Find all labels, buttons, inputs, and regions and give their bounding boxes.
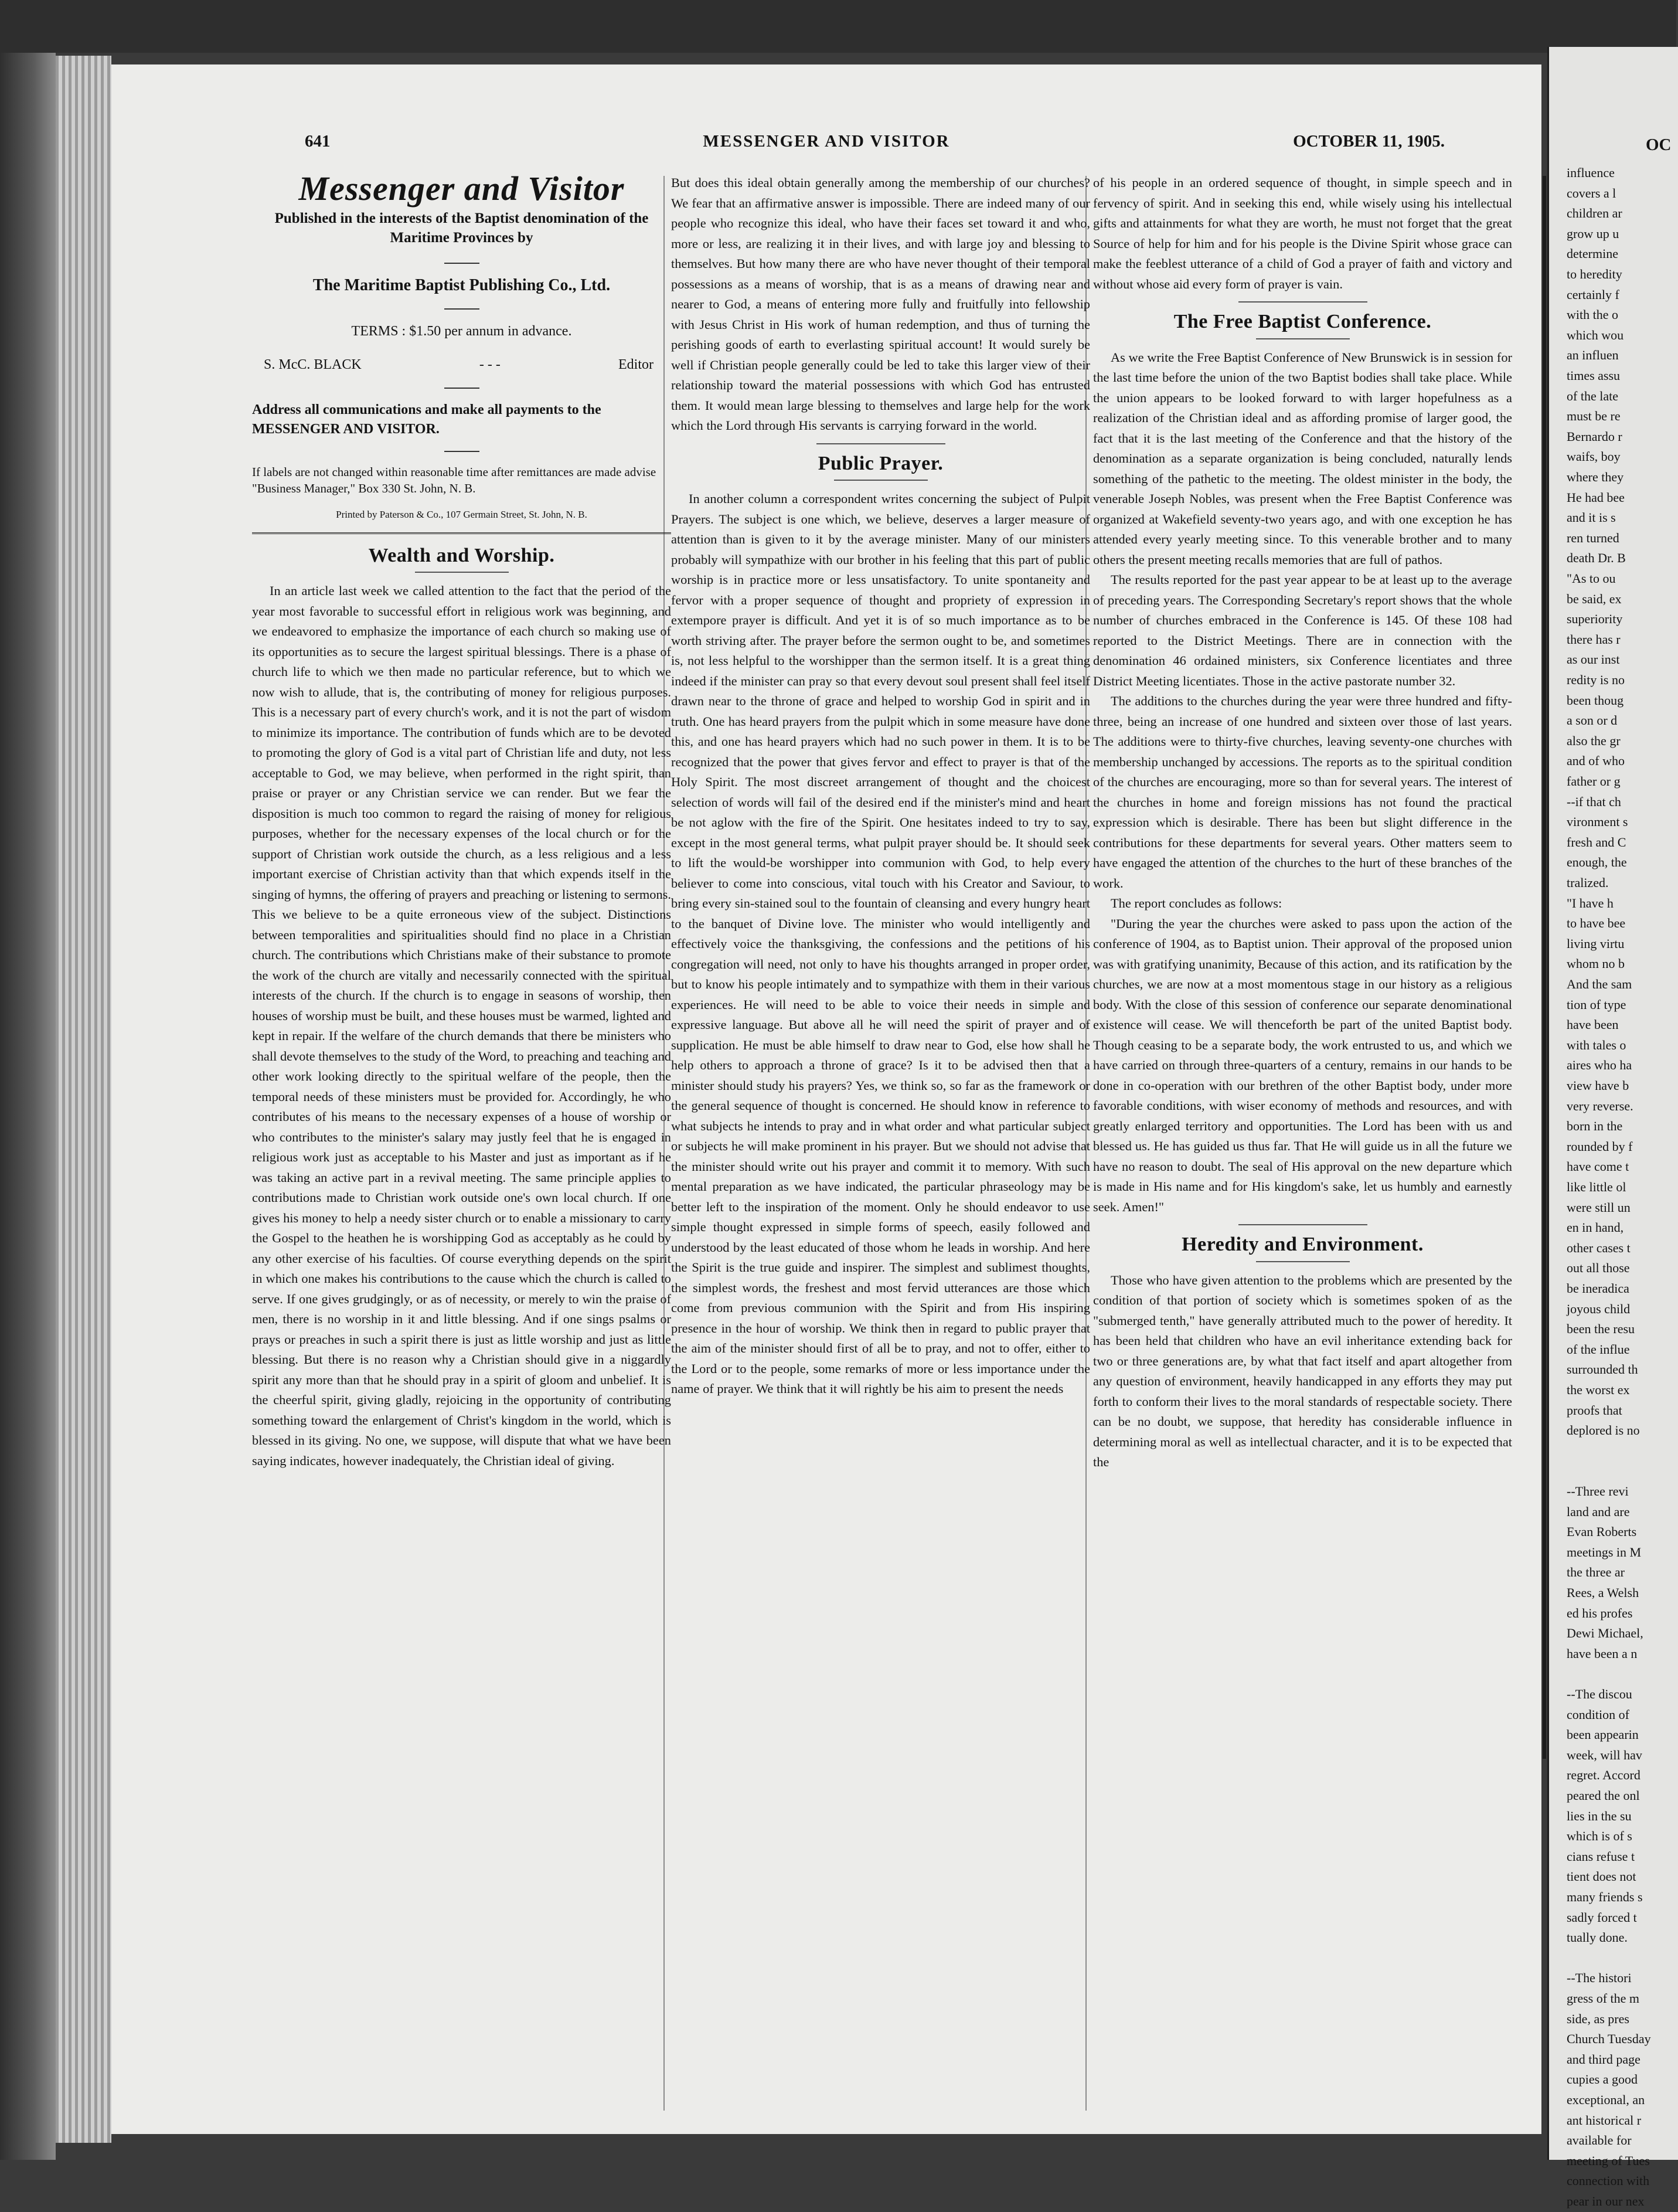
adjacent-text-line: deplored is no (1567, 1423, 1640, 1438)
article-paragraph: As we write the Free Baptist Conference of New Brunswick is in session for the last time before the union of the two Baptist bodies shall take place. While the union appears to be looked forward to with larger hopefulness as a realization of the Christian ideal and as affording promise of larger good, the fact that it is the last meeting of the Conference and that the history of the denomination as a separate organization is being concluded, naturally lends something of the pathetic to the meeting. The oldest minister in the body, the venerable Joseph Nobles, was present when the Free Baptist Conference was organized at Wakefield seventy-two years ago, and with one exception he has attended every yearly meeting since. To this venerable brother and to many others the present meeting recalls memories that are full of pathos. (1093, 349, 1512, 567)
adjacent-text-line: where they (1567, 470, 1624, 484)
editor-line (252, 355, 671, 375)
adjacent-text-line: week, will hav (1567, 1747, 1642, 1762)
adjacent-text-line: "As to ou (1567, 571, 1616, 586)
adjacent-text-line: aires who ha (1567, 1058, 1632, 1073)
adjacent-text-line: determine (1567, 246, 1618, 261)
adjacent-text-line: be said, ex (1567, 591, 1622, 606)
adjacent-text-line: Evan Roberts (1567, 1524, 1637, 1540)
adjacent-text-line: en in hand, (1567, 1220, 1624, 1235)
adjacent-text-line: also the gr (1567, 733, 1621, 748)
adjacent-text-line: tually done. (1567, 1930, 1628, 1945)
adjacent-text-line: --The discou (1567, 1687, 1632, 1701)
article-paragraph: The results reported for the past year appear to be at least up to the average of preceding years. The Corresponding Secretary's report shows that the whole number of churches embraced in the Conference is 145. Of these 108 had reported to the District Meetings. There are in connection with the denomination 46 ordained ministers, six Conference licentiates and three District Meeting licentiates. Those in the active pastorate number 32. (1093, 572, 1512, 688)
adjacent-text-line: to heredity (1567, 267, 1622, 281)
adjacent-text-line: a son or d (1567, 713, 1618, 728)
editor-name: S. McC. BLACK (264, 356, 362, 372)
adjacent-text-line: --if that ch (1567, 794, 1621, 809)
adjacent-text-line: as our inst (1567, 652, 1620, 667)
adjacent-text-line: surrounded th (1567, 1362, 1638, 1377)
adjacent-text-line: with tales o (1567, 1037, 1626, 1052)
adjacent-text-line: joyous child (1567, 1301, 1631, 1316)
adjacent-text-line: condition of (1567, 1707, 1629, 1722)
masthead-subtitle: Published in the interests of the Baptist denomination of the Maritime Provinces by (274, 210, 649, 246)
adjacent-text-line: like little ol (1567, 1180, 1626, 1194)
article-paragraph: Those who have given attention to the problems which are presented by the condition of that portion of society which is sometimes spoken of as the "submerged tenth," have generally attributed much to the power of heredity. It has been held that children who have an evil inheritance extending back for two or three generations are, by what that fact itself and apart altogether from any question of environment, heavily handicapped in any efforts they may put forth to conform their lives to the moral standards of respectable society. There can be no doubt, we suppose, that heredity has considerable influence in determining moral as well as intellectual character, and it is to be expected that the (1093, 1272, 1512, 1469)
divider (1238, 301, 1367, 303)
adjacent-text-line: certainly f (1567, 287, 1619, 302)
adjacent-text-line: --The histori (1567, 1970, 1632, 1986)
adjacent-text-line: covers a l (1567, 185, 1616, 201)
adjacent-text-line: very reverse. (1567, 1098, 1633, 1113)
article-paragraph: In an article last week we called attention to the fact that the period of the year most favorable to successful effort in religious work was beginning, and we endeavored to emphasize the importance of each church so making use of its opportunities as to secure the largest spiritual blessings. There is a phase of church life to which we then made no particular reference, but to which we now wish to allude, that is, the contributing of money for religious purposes. This is a necessary part of every church's work, and it is not the part of wisdom to minimize its importance. The contribution of funds which are to be devoted to promoting the glory of God is a vital part of Christian life and duty, not less acceptable to God, we may believe, when performed in the right spirit, than praise or prayer or any Christian service we can render. But we fear the disposition is much too common to regard the raising of money for religious purposes, whether for the necessary expenses of the local church or for the support of Christian work outside the church, as a less religious and a less important exercise of Christian activity than that which expends itself in the singing of hymns, the offering of prayers and preaching or listening to sermons. This we believe to be a quite erroneous view of the subject. Distinctions between temporalities and spiritualities should find no place in a Christian church. The contributions which Christians make of their substance to promote the work of the church are vitally and necessarily connected with the spiritual interests of the church. If the church is to engage in seasons of worship, then houses of worship must be built, and these houses must be warmed, lighted and kept in repair. If the welfare of the church demands that there be ministers who shall devote themselves to the study of the Word, to preaching and teaching and other work looking directly to the spiritual welfare of the people, then the temporal needs of these ministers must be provided for. Accordingly, he who contributes of his means to the necessary expenses of a house of worship or who contributes to the minister's salary may justly feel that he is engaged in religious work just as acceptable to his Master and just as important as if he was taking an active part in a revival meeting. The same principle applies to contributions made to Christian work outside one's own local church. If one gives his money to help a needy sister church or to enable a missionary to carry the Gospel to the heathen he is worshipping God as acceptably as he could by any other exercise of his faculties. Of course everything depends on the spirit in which one makes his contributions to the cause which the church is called to serve. If one gives grudgingly, or as of necessity, or merely to win the praise of men, there is no worship in it and little blessing. And if one sings psalms or prays or preaches in such a spirit there is just as little worship and just as little blessing. But there is no reason why a Christian should give in a niggardly spirit any more than that he should pray in a spirit of gloom and unbelief. It is the cheerful spirit, giving gladly, rejoicing in the opportunity of contributing something toward the enlargement of Christ's kingdom in the world, which is blessed in its giving. No one, we suppose, will dispute that what we have been saying indicates, however inadequately, the Christian ideal of giving. (252, 583, 671, 1468)
adjacent-text-line: fresh and C (1567, 834, 1626, 850)
adjacent-text-line: meeting of Tues (1567, 2153, 1650, 2168)
divider (1256, 1261, 1350, 1262)
page-header (111, 132, 1541, 167)
editor-dashes: - - - (479, 356, 501, 372)
adjacent-text-line: whom no b (1567, 956, 1625, 971)
adjacent-text-line: "I have h (1567, 895, 1614, 910)
article-headline-heredity: Heredity and Environment. (1182, 1234, 1424, 1255)
adjacent-text-line: have come t (1567, 1159, 1629, 1174)
adjacent-text-line: tion of type (1567, 997, 1626, 1012)
adjacent-text-line: rounded by f (1567, 1139, 1633, 1154)
adjacent-text-line: children ar (1567, 206, 1622, 221)
adjacent-text-line: been appearin (1567, 1727, 1639, 1742)
publisher-name: The Maritime Baptist Publishing Co., Ltd. (312, 276, 611, 294)
printer-imprint: Printed by Paterson & Co., 107 Germain Street, St. John, N. B. (336, 509, 587, 520)
adjacent-text-line: enough, the (1567, 855, 1627, 870)
adjacent-text-line: born in the (1567, 1119, 1623, 1134)
column-2 (671, 173, 1090, 1399)
adjacent-text-line: waifs, boy (1567, 449, 1621, 464)
running-title: MESSENGER AND VISITOR (703, 132, 950, 151)
adjacent-text-line: Dewi Michael, (1567, 1626, 1643, 1641)
article-paragraph: The additions to the churches during the year were three hundred and fifty-three, being an increase of one hundred and sixteen over those of last years. The additions were to thirty-five churches, leaving seventy-one churches with membership unchanged by accessions. The reports as to the spiritual condition of the churches are encouraging, more so than for several years. The interest of the churches in home and foreign missions has not found the practical expression which is desirable. There has been but slight difference in the contributions for these departments for several years. Other matters seem to have engaged the attention of the churches to the hurt of these branches of the work. (1093, 694, 1512, 891)
adjacent-header-fragment: OC (1646, 135, 1672, 154)
newspaper-page (111, 64, 1541, 2134)
masthead (252, 169, 671, 525)
adjacent-page-fragment (1547, 47, 1678, 2208)
adjacent-text-line: exceptional, an (1567, 2092, 1645, 2107)
scan-border-top (0, 0, 1676, 53)
adjacent-text-line: and third page (1567, 2051, 1640, 2067)
scan-border-left (0, 53, 56, 2160)
article-paragraph: In another column a correspondent writes concerning the subject of Pulpit Prayers. The subject is one which, we believe, deserves a larger measure of attention than is given to it by the average minister. Many of our ministers probably will sympathize with our brother in his feeling that this part of public worship is in practice more or less unsatisfactory. To unite spontaneity and fervor with a proper sequence of thought and propriety of expression in extempore prayer is difficult. And yet it is of so much importance as to be worth striving after. The prayer before the sermon ought to be, and sometimes is, not less helpful to the worshipper than the sermon itself. It is a great thing indeed if the minister can pray so that every devout soul present shall feel itself drawn near to the throne of grace and helped to worship God in spirit and in truth. One has heard prayers from the pulpit which in some measure have done this, and one has heard prayers which had no such power in them. It is to be recognized that the power that gives fervor and effect to prayer is that of the Holy Spirit. The most discreet arrangement of thought and the choicest selection of words will fail of the desired end if the minister's mind and heart be not aglow with the fire of the Spirit. One hesitates indeed to try to say, except in the most general terms, what pulpit prayer should be. It should seek to lift the would-be worshipper into communion with God, to help every believer to come into conscious, vital touch with his Creator and Saviour, to bring every sin-stained soul to the fountain of cleansing and every hungry heart to the banquet of Divine love. The minister who would intelligently and effectively voice the thanksgiving, the confessions and the petitions of his congregation will need, not only to have his thoughts arranged in proper order, but to know his people intimately and to sympathize with them in their various experiences. He will need to be able to voice their needs in simple and expressive language. But above all he will need the spirit of prayer and of supplication. He must be able himself to draw near to God, else how shall he help others to approach a throne of grace? Is it to be advised then that a minister should study his prayers? Yes, we think so, so far as the framework or the general sequence of thought is concerned. He should know in reference to what subjects he intends to pray and in what order and what particular subject or subjects he will make prominent in his prayer. But we should not advise that the minister should write out his prayer and commit it to memory. With such mental preparation as we have indicated, the particular phraseology may be better left to the inspiration of the moment. Only he should endeavor to use simple thought expressed in simple forms of speech, easily followed and understood by the least educated of those whom he leads in worship. And here the Spirit is the true guide and inspirer. The simplest and sublimest thoughts, the simplest words, the freshest and most fervid utterances are those which come from previous communion with the Spirit and from His inspiring presence in the hour of worship. We think then in regard to public prayer that the aim of the minister should first of all be to pray, and not to offer, either to the Lord or to the people, some remarks of more or less importance under the name of prayer. We think that it will rightly be his aim to present the needs (671, 491, 1090, 1396)
issue-date: OCTOBER 11, 1905. (1293, 132, 1445, 151)
adjacent-text-line: which wou (1567, 327, 1624, 342)
adjacent-text-line: cians refuse t (1567, 1849, 1635, 1864)
adjacent-text-line: times assu (1567, 368, 1621, 383)
adjacent-text-line: land and are (1567, 1504, 1630, 1519)
adjacent-text-line: with the o (1567, 307, 1618, 322)
page-binding-edge (56, 56, 111, 2143)
adjacent-text-line: cupies a good (1567, 2072, 1638, 2087)
adjacent-text-line: pear in our nex (1567, 2194, 1645, 2208)
adjacent-text-line: be ineradica (1567, 1281, 1629, 1296)
adjacent-text-line: and of who (1567, 753, 1625, 769)
adjacent-text-line: sadly forced t (1567, 1909, 1637, 1925)
editor-label: Editor (618, 356, 653, 372)
adjacent-text-line: have been (1567, 1017, 1619, 1032)
adjacent-text-line: the three ar (1567, 1565, 1625, 1580)
adjacent-text-line: and it is s (1567, 510, 1616, 525)
adjacent-text-line: tralized. (1567, 875, 1609, 890)
adjacent-text-line: there has r (1567, 631, 1621, 647)
divider (444, 388, 479, 389)
article-quote: "During the year the churches were asked to pass upon the action of the conference of 1904, as to Baptist union. Their approval of the proposed union was with gratifying unanimity, Because of this action, and its ratification by the churches, we are now at a most momentous stage in our history as a religious body. With the close of this session of conference our separate denominational existence will cease. We will thenceforth be part of the united Baptist body. Though ceasing to be a separate body, the work entrusted to us, and which we have carried on through three-quarters of a century, remains in our hands to be done in co-operation with our brethren of the other Baptist body, under more favorable conditions, with wiser economy of methods and resources, and with greatly enlarged territory and opportunities. The Lord has been with us and blessed us. He has guided us thus far. That He will guide us in all the future we have no reason to doubt. The seal of His approval on the new departure which is made in His name and for His kingdom's sake, let us humbly and earnestly seek. Amen!" (1093, 916, 1512, 1214)
adjacent-text-line: were still un (1567, 1200, 1631, 1215)
address-notice: Address all communications and make all payments to the MESSENGER AND VISITOR. (252, 402, 601, 437)
masthead-rule (252, 532, 671, 536)
article-headline-prayer: Public Prayer. (818, 452, 944, 474)
adjacent-text-line: side, as pres (1567, 2011, 1629, 2026)
divider (444, 451, 479, 452)
column-3 (1093, 173, 1512, 1473)
adjacent-text-line: ant historical r (1567, 2112, 1642, 2128)
adjacent-text-line: meetings in M (1567, 1544, 1642, 1559)
adjacent-text-line: available for (1567, 2133, 1632, 2148)
adjacent-text-line: death Dr. B (1567, 551, 1626, 566)
adjacent-text-line: lies in the su (1567, 1808, 1632, 1823)
adjacent-text-line: been the resu (1567, 1321, 1635, 1337)
adjacent-text-line: influence (1567, 165, 1615, 180)
subscription-terms: TERMS : $1.50 per annum in advance. (351, 324, 572, 339)
page-number: 641 (305, 132, 331, 151)
adjacent-text-line: many friends s (1567, 1890, 1643, 1904)
column-1 (252, 169, 671, 1471)
adjacent-text-line: living virtu (1567, 936, 1625, 951)
divider (1256, 338, 1350, 339)
divider (444, 308, 479, 310)
article-paragraph-continued: But does this ideal obtain generally among the membership of our churches? We fear that an affirmative answer is impossible. There are indeed many of our people who recognize this ideal, who have their faces set toward it and who, more or less, are realizing it in their lives, and with large joy and blessing to themselves. But how many there are who have never thought of their temporal possessions as a means of worship, that is as a means of drawing near and nearer to God, a means of entering more fully and fruitfully into fellowship with Jesus Christ in His work of human redemption, and thus of turning the perishing goods of earth to everlasting spiritual account! It would surely be well if Christian people generally could be led to take this larger view of their relationship toward the material possessions with which God has entrusted them. It would mean large blessing to themselves and large help for the work which the Lord through His servants is carrying forward in the world. (671, 175, 1090, 433)
adjacent-text-line: Church Tuesday (1567, 2031, 1651, 2047)
adjacent-text-line: of the influe (1567, 1341, 1630, 1357)
adjacent-text-line: ren turned (1567, 530, 1619, 545)
adjacent-text-line: have been a n (1567, 1646, 1638, 1661)
adjacent-text-line: other cases t (1567, 1240, 1631, 1255)
divider (444, 263, 479, 264)
divider (1238, 1224, 1367, 1225)
article-headline-wealth: Wealth and Worship. (368, 544, 555, 566)
divider (834, 480, 928, 481)
article-paragraph: The report concludes as follows: (1111, 896, 1282, 910)
adjacent-text-line: superiority (1567, 611, 1623, 627)
adjacent-text-line: an influen (1567, 348, 1619, 363)
adjacent-text-line: proofs that (1567, 1402, 1622, 1418)
adjacent-text-line: peared the onl (1567, 1788, 1640, 1803)
adjacent-text-line: grow up u (1567, 226, 1619, 241)
adjacent-text-line: ed his profes (1567, 1605, 1633, 1620)
adjacent-text-line: And the sam (1567, 977, 1632, 991)
adjacent-text-line: must be re (1567, 409, 1621, 424)
adjacent-text-line: redity is no (1567, 672, 1625, 687)
adjacent-text-line: gress of the m (1567, 1991, 1640, 2006)
adjacent-text-line: connection with (1567, 2173, 1650, 2189)
adjacent-text-line: father or g (1567, 774, 1621, 789)
adjacent-text-line: of the late (1567, 388, 1618, 403)
adjacent-text-line: tient does not (1567, 1869, 1636, 1884)
divider (816, 443, 945, 444)
adjacent-text-line: been thoug (1567, 692, 1624, 708)
adjacent-text-line: which is of s (1567, 1829, 1632, 1844)
adjacent-text-line: out all those (1567, 1260, 1630, 1276)
adjacent-text-line: He had bee (1567, 490, 1625, 505)
adjacent-text-line: Rees, a Welsh (1567, 1585, 1639, 1600)
adjacent-text-line: view have b (1567, 1078, 1629, 1093)
adjacent-text-line: to have bee (1567, 916, 1626, 931)
adjacent-text-line: the worst ex (1567, 1382, 1630, 1397)
masthead-title: Messenger and Visitor (298, 169, 625, 208)
divider (415, 572, 509, 573)
adjacent-text-line: Bernardo r (1567, 429, 1622, 444)
adjacent-text-line: --Three revi (1567, 1484, 1629, 1499)
adjacent-text-line: vironment s (1567, 814, 1628, 830)
page-gutter (1543, 176, 1546, 1759)
article-paragraph-continued: of his people in an ordered sequence of thought, in simple speech and in fervency of spirit. And in seeking this end, while wisely using his intellectual gifts and attainments for what they are worth, he must not forget that the great Source of help for him and for his people is the Divine Spirit whose grace can make the feeblest utterance of a child of God a prayer of faith and victory and without whose aid every form of prayer is vain. (1093, 175, 1512, 291)
labels-notice: If labels are not changed within reasonable time after remittances are made advise "Business Manager," Box 330 St. John, N. B. (252, 465, 656, 495)
article-headline-conference: The Free Baptist Conference. (1173, 311, 1432, 332)
adjacent-text-line: regret. Accord (1567, 1768, 1640, 1783)
